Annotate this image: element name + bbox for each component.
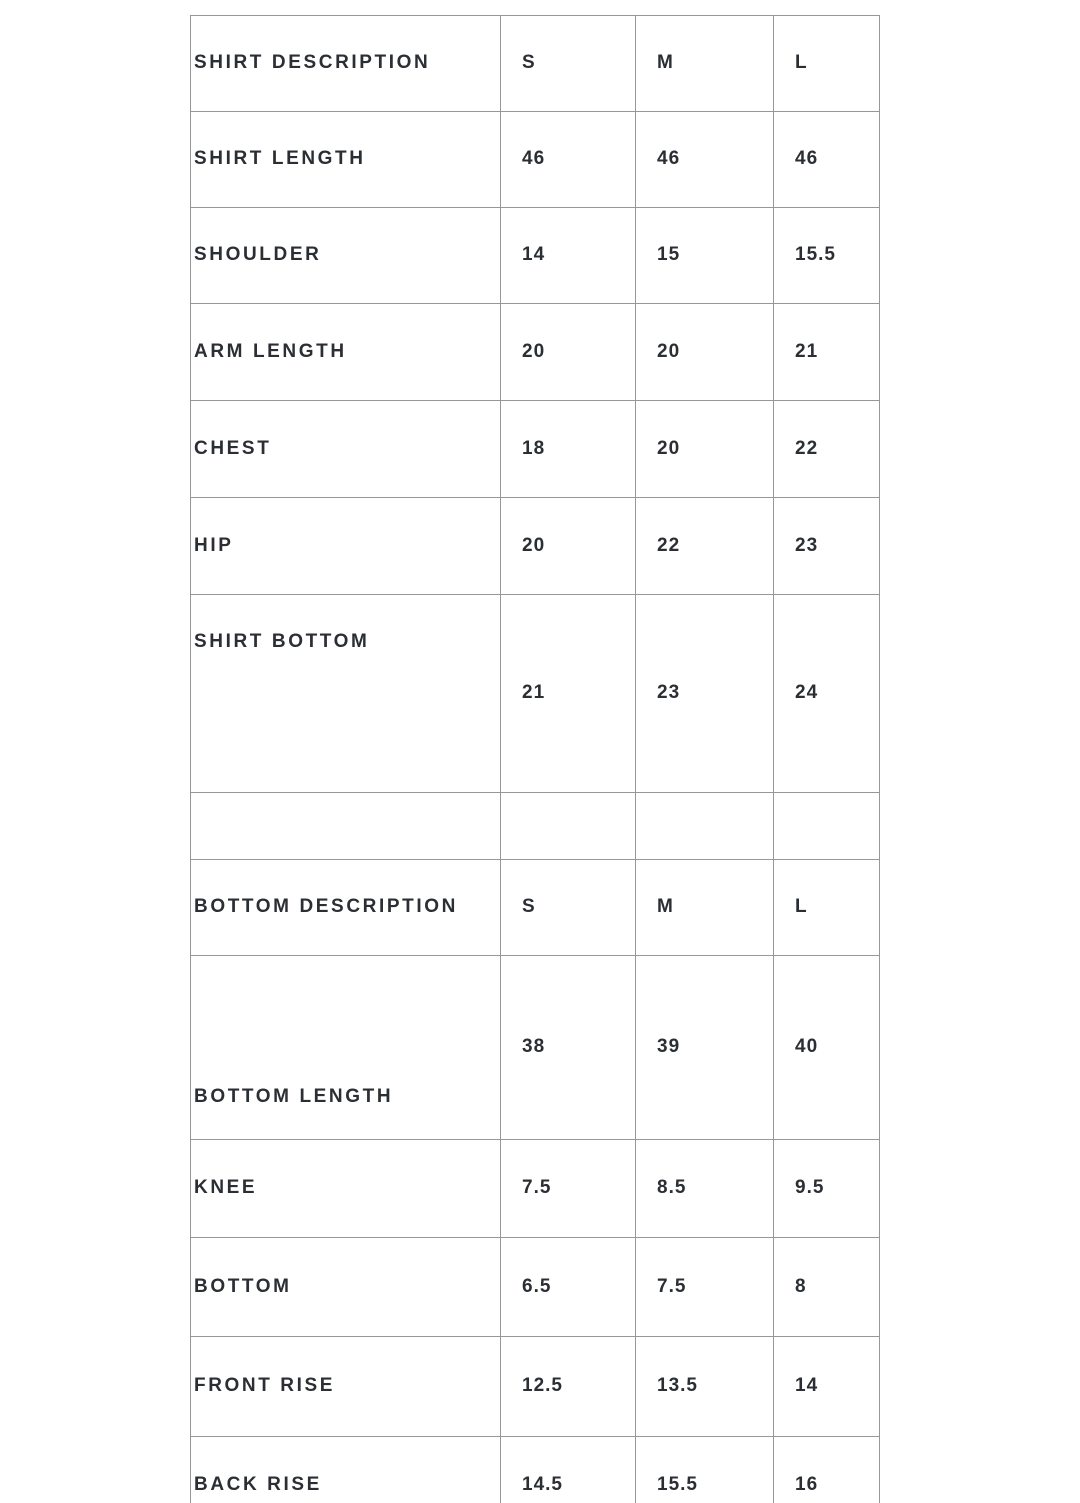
chest-l: 22 [774,401,880,498]
shirt-bottom-label: SHIRT BOTTOM [191,595,501,793]
hip-m: 22 [636,498,774,595]
knee-s: 7.5 [501,1140,636,1238]
shirt-size-m-header: M [636,16,774,112]
size-chart-table [190,15,880,1503]
shirt-length-m: 46 [636,112,774,208]
back-rise-m: 15.5 [636,1437,774,1503]
shirt-header-row [191,16,880,112]
table-row [191,1140,880,1238]
shoulder-m: 15 [636,208,774,304]
shirt-size-l-header: L [774,16,880,112]
table-row [191,208,880,304]
hip-label: HIP [191,498,501,595]
back-rise-l: 16 [774,1437,880,1503]
bottom-size-l-header: L [774,860,880,956]
shirt-size-s-header: S [501,16,636,112]
front-rise-l: 14 [774,1337,880,1437]
bottom-s: 6.5 [501,1238,636,1337]
front-rise-label: FRONT RISE [191,1337,501,1437]
spacer-cell [774,793,880,860]
arm-length-s: 20 [501,304,636,401]
table-row [191,1437,880,1503]
table-row [191,112,880,208]
chest-s: 18 [501,401,636,498]
hip-l: 23 [774,498,880,595]
back-rise-label: BACK RISE [191,1437,501,1503]
shirt-length-s: 46 [501,112,636,208]
spacer-cell [191,793,501,860]
shirt-description-header: SHIRT DESCRIPTION [191,16,501,112]
bottom-size-m-header: M [636,860,774,956]
front-rise-s: 12.5 [501,1337,636,1437]
bottom-m: 7.5 [636,1238,774,1337]
bottom-length-m: 39 [636,956,774,1140]
hip-s: 20 [501,498,636,595]
spacer-cell [636,793,774,860]
front-rise-m: 13.5 [636,1337,774,1437]
table-row [191,498,880,595]
bottom-description-header: BOTTOM DESCRIPTION [191,860,501,956]
arm-length-l: 21 [774,304,880,401]
bottom-length-l: 40 [774,956,880,1140]
shirt-bottom-l: 24 [774,595,880,793]
back-rise-s: 14.5 [501,1437,636,1503]
table-row [191,595,880,793]
knee-m: 8.5 [636,1140,774,1238]
bottom-l: 8 [774,1238,880,1337]
knee-l: 9.5 [774,1140,880,1238]
bottom-label: BOTTOM [191,1238,501,1337]
spacer-row [191,793,880,860]
chest-label: CHEST [191,401,501,498]
shirt-length-label: SHIRT LENGTH [191,112,501,208]
shirt-bottom-s: 21 [501,595,636,793]
table-row [191,304,880,401]
shoulder-label: SHOULDER [191,208,501,304]
chest-m: 20 [636,401,774,498]
shoulder-l: 15.5 [774,208,880,304]
table-row [191,401,880,498]
table-row [191,956,880,1140]
bottom-length-label: BOTTOM LENGTH [191,956,501,1140]
bottom-header-row [191,860,880,956]
table-row [191,1238,880,1337]
shoulder-s: 14 [501,208,636,304]
shirt-bottom-m: 23 [636,595,774,793]
table-row [191,1337,880,1437]
arm-length-m: 20 [636,304,774,401]
knee-label: KNEE [191,1140,501,1238]
shirt-length-l: 46 [774,112,880,208]
bottom-length-s: 38 [501,956,636,1140]
arm-length-label: ARM LENGTH [191,304,501,401]
bottom-size-s-header: S [501,860,636,956]
spacer-cell [501,793,636,860]
